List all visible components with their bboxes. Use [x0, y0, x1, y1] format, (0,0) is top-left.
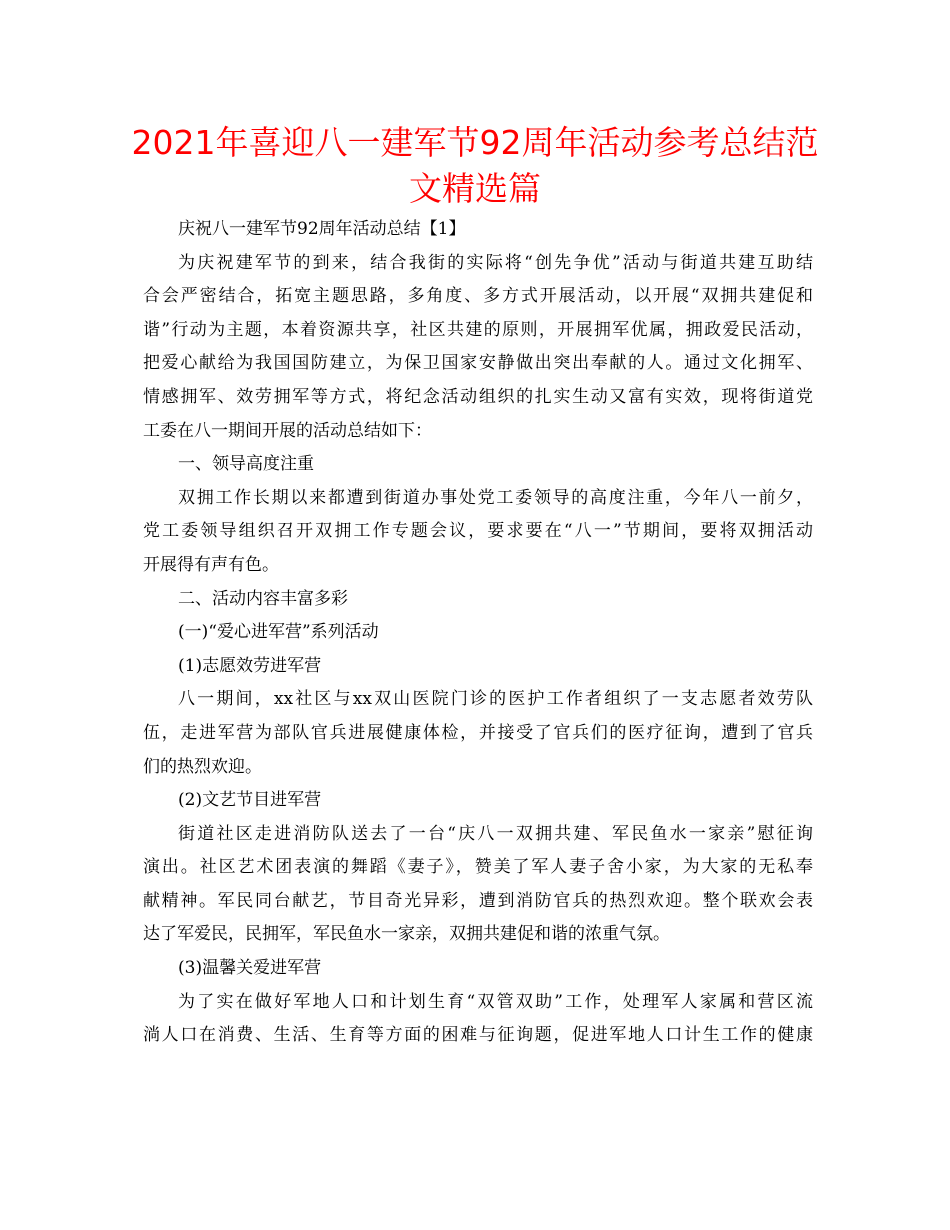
title-line-2: 文精选篇 — [409, 169, 541, 208]
body-line: 淌人口在消费、生活、生育等方面的困难与征询题，促进军地人口计生工作的健康 — [143, 1025, 813, 1046]
body-line: 伍，走进军营为部队官兵进展健康体检，并接受了官兵们的医疗征询，遭到了官兵 — [143, 722, 813, 743]
document-body — [143, 213, 813, 1053]
body-line: 庆祝八一建军节92周年活动总结【1】 — [178, 219, 466, 239]
body-line: (1)志愿效劳进军营 — [178, 655, 322, 676]
body-line: 把爱心献给为我国国防建立，为保卫国家安静做出突出奉献的人。通过文化拥军、 — [143, 353, 813, 374]
body-line: 八一期间，xx社区与xx双山医院门诊的医护工作者组织了一支志愿者效劳队 — [178, 689, 813, 710]
body-line: 演出。社区艺术团表演的舞蹈《妻子》，赞美了军人妻子舍小家，为大家的无私奉 — [143, 857, 813, 878]
body-line: 合会严密结合，拓宽主题思路，多角度、多方式开展活动，以开展“双拥共建促和 — [143, 286, 813, 307]
body-line: 双拥工作长期以来都遭到街道办事处党工委领导的高度注重，今年八一前夕， — [178, 487, 813, 508]
body-line: 为了实在做好军地人口和计划生育“双管双助”工作，处理军人家属和营区流 — [178, 991, 813, 1012]
body-line: 为庆祝建军节的到来，结合我街的实际将“创先争优”活动与街道共建互助结 — [178, 252, 813, 273]
body-line: 开展得有声有色。 — [143, 554, 279, 575]
body-line: (2)文艺节目进军营 — [178, 790, 322, 811]
body-line: 工委在八一期间开展的活动总结如下： — [143, 420, 432, 441]
title-line-1: 2021年喜迎八一建军节92周年活动参考总结范 — [131, 123, 819, 162]
body-line: 献精神。军民同台献艺，节目奇光异彩，遭到消防官兵的热烈欢迎。整个联欢会表 — [143, 890, 813, 911]
body-line: 谐”行动为主题，本着资源共享，社区共建的原则，开展拥军优属，拥政爱民活动， — [143, 319, 813, 340]
body-line: (一)“爱心进军营”系列活动 — [178, 622, 379, 643]
body-line: 情感拥军、效劳拥军等方式，将纪念活动组织的扎实生动又富有实效，现将街道党 — [143, 386, 813, 407]
body-line: (3)温馨关爱进军营 — [178, 958, 322, 979]
document-title — [130, 120, 820, 212]
body-line: 们的热烈欢迎。 — [143, 756, 262, 777]
body-line: 党工委领导组织召开双拥工作专题会议，要求要在“八一”节期间，要将双拥活动 — [143, 521, 813, 542]
body-line: 一、领导高度注重 — [178, 454, 314, 475]
body-line: 二、活动内容丰富多彩 — [178, 588, 348, 609]
body-line: 达了军爱民，民拥军，军民鱼水一家亲，双拥共建促和谐的浓重气氛。 — [143, 924, 670, 945]
body-line: 街道社区走进消防队送去了一台“庆八一双拥共建、军民鱼水一家亲”慰征询 — [178, 823, 813, 844]
